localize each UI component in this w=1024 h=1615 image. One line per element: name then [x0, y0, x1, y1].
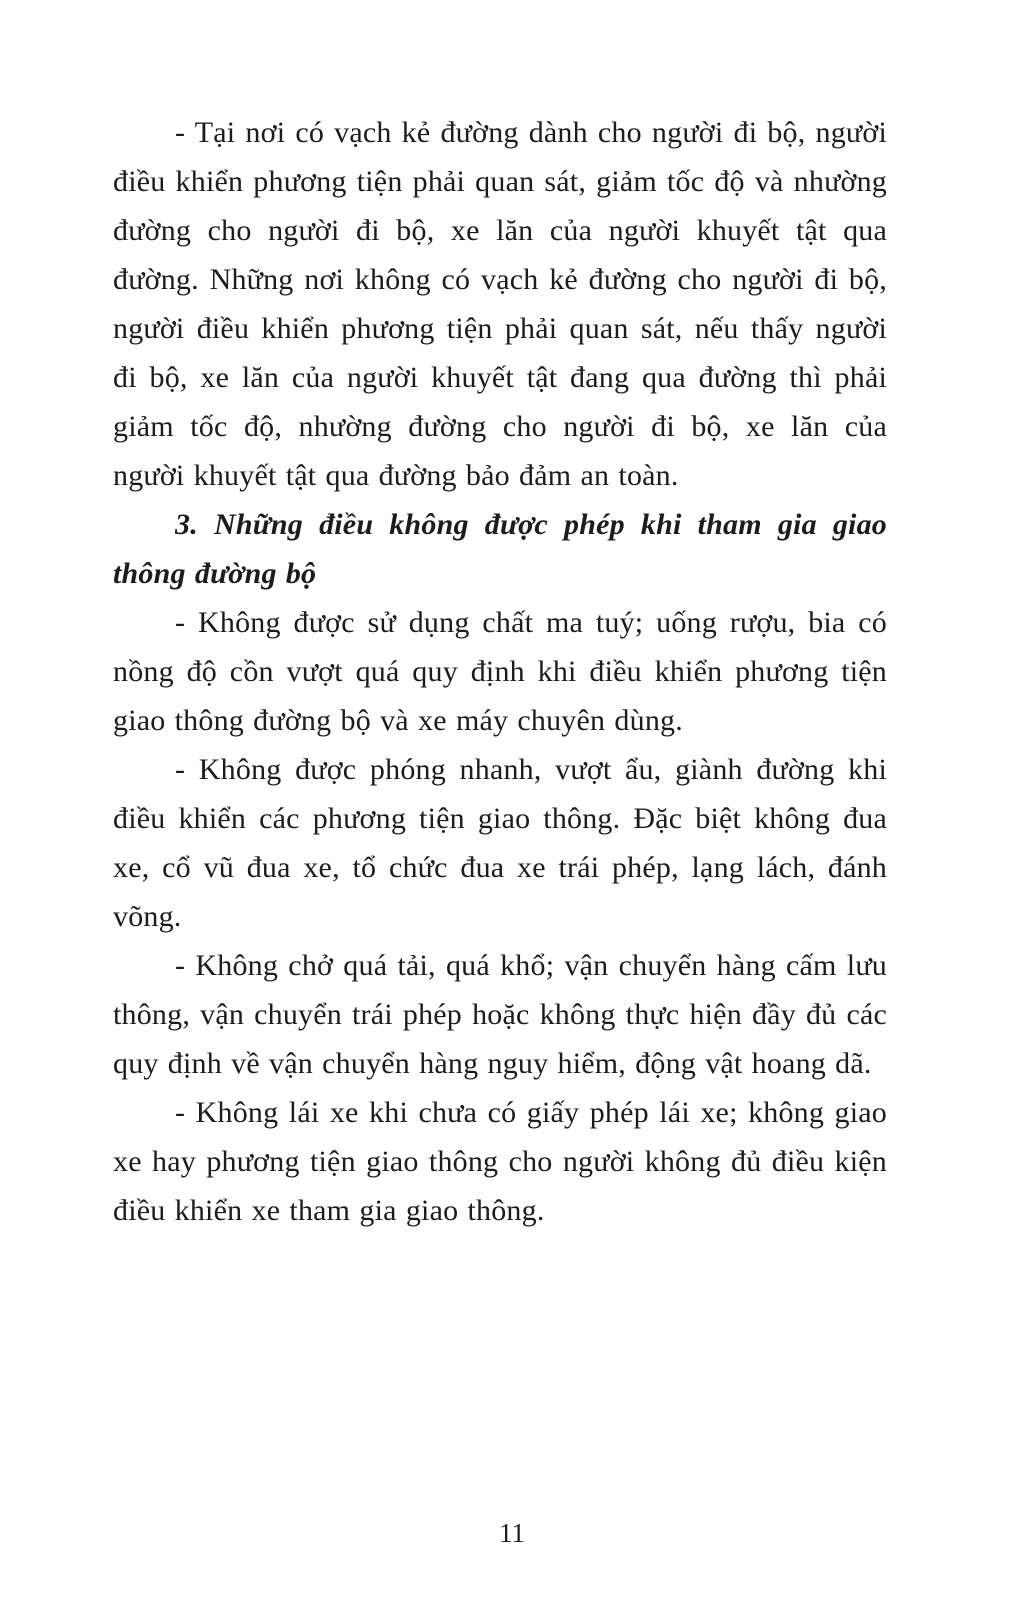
section-heading: 3. Những điều không được phép khi tham gia giao thông đường bộ: [113, 508, 887, 590]
paragraph-no-drugs-alcohol: - Không được sử dụng chất ma tuý; uống rượu, bia có nồng độ cồn vượt quá quy định khi điều khiển phương tiện giao thông đường bộ và xe máy chuyên dùng.: [113, 606, 887, 737]
paragraph-no-unlicensed-driving: - Không lái xe khi chưa có giấy phép lái xe; không giao xe hay phương tiện giao thông cho người không đủ điều kiện điều khiển xe tham gia giao thông.: [113, 1096, 887, 1227]
page-number: 11: [499, 1518, 525, 1548]
text-block: [113, 108, 887, 1235]
paragraph-no-speeding-racing: - Không được phóng nhanh, vượt ẩu, giành đường khi điều khiển các phương tiện giao thông. Đặc biệt không đua xe, cổ vũ đua xe, tổ chức đua xe trái phép, lạng lách, đánh võng.: [113, 753, 887, 933]
paragraph-pedestrian-crossing: - Tại nơi có vạch kẻ đường dành cho người đi bộ, người điều khiển phương tiện phải quan sát, giảm tốc độ và nhường đường cho người đi bộ, xe lăn của người khuyết tật qua đường. Những nơi không có vạch kẻ đường cho người đi bộ, người điều khiển phương tiện phải quan sát, nếu thấy người đi bộ, xe lăn của người khuyết tật đang qua đường thì phải giảm tốc độ, nhường đường cho người đi bộ, xe lăn của người khuyết tật qua đường bảo đảm an toàn.: [113, 116, 887, 492]
paragraph-no-overload-cargo: - Không chở quá tải, quá khổ; vận chuyển hàng cấm lưu thông, vận chuyển trái phép hoặc không thực hiện đầy đủ các quy định về vận chuyển hàng nguy hiểm, động vật hoang dã.: [113, 949, 887, 1080]
